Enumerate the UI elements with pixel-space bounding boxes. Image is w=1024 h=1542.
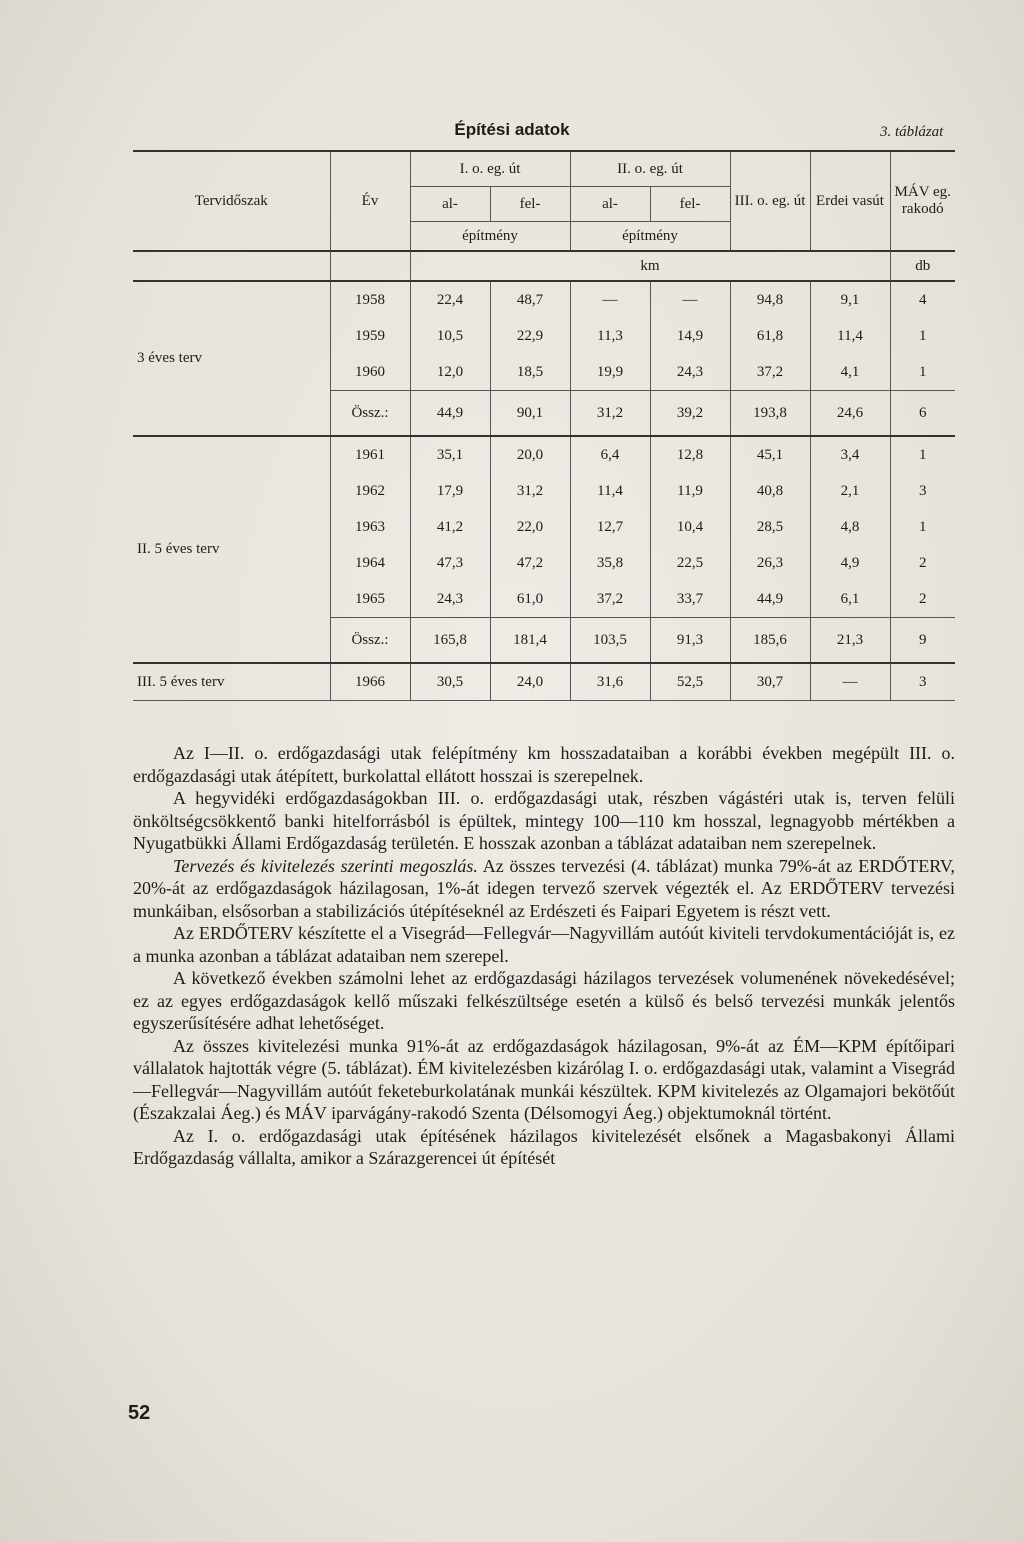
value-cell: 1 <box>890 354 955 391</box>
value-cell: 3 <box>890 663 955 701</box>
value-cell: 18,5 <box>490 354 570 391</box>
header-road3: III. o. eg. út <box>730 151 810 251</box>
value-cell: 52,5 <box>650 663 730 701</box>
value-cell: 61,8 <box>730 318 810 354</box>
value-cell: 2 <box>890 581 955 618</box>
paragraph-3-text: Az összes tervezési (4. táblázat) munka 79%-át az ERDŐTERV, 20%-át az erdőgazdaságok házilagosan, 1%-át idegen tervező szervek végezték el. Az ERDŐTERV tervezési munkáiban, elsősorban a stabilizációs útépítéseknél az Erdészeti és Faipari Egyetem is részt vett. <box>133 855 956 921</box>
value-cell: 48,7 <box>490 281 570 318</box>
table-row <box>133 663 955 701</box>
value-cell: 19,9 <box>570 354 650 391</box>
unit-empty-year <box>330 251 410 281</box>
value-cell: 37,2 <box>730 354 810 391</box>
sum-value-cell: 21,3 <box>810 618 890 664</box>
paragraph-3 <box>133 855 955 923</box>
header-period: Tervidőszak <box>133 151 330 251</box>
sum-value-cell: 185,6 <box>730 618 810 664</box>
sum-value-cell: 39,2 <box>650 391 730 437</box>
value-cell: 28,5 <box>730 509 810 545</box>
paragraph-3-italic: Tervezés és kivitelezés szerinti megoszlás. <box>173 855 478 876</box>
value-cell: 3 <box>890 473 955 509</box>
value-cell: 47,3 <box>410 545 490 581</box>
value-cell: 11,3 <box>570 318 650 354</box>
header-fel-1: fel- <box>490 187 570 222</box>
year-cell: 1965 <box>330 581 410 618</box>
value-cell: 4 <box>890 281 955 318</box>
value-cell: 45,1 <box>730 436 810 473</box>
table-title: Építési adatok <box>454 120 570 139</box>
value-cell: 22,4 <box>410 281 490 318</box>
value-cell: 47,2 <box>490 545 570 581</box>
header-mav: MÁV eg. rakodó <box>890 151 955 251</box>
header-al-1: al- <box>410 187 490 222</box>
header-epitmeny-2: építmény <box>570 222 730 252</box>
header-al-2: al- <box>570 187 650 222</box>
sum-value-cell: 9 <box>890 618 955 664</box>
value-cell: 3,4 <box>810 436 890 473</box>
value-cell: — <box>650 281 730 318</box>
sum-value-cell: 31,2 <box>570 391 650 437</box>
paragraph-6: Az összes kivitelezési munka 91%-át az erdőgazdaságok házilagosan, 9%-át az ÉM—KPM építőipari vállalatok hajtották végre (5. táblázat). ÉM kivitelezésben kizárólag I. o. erdőgazdasági utak, valamint a Visegrád—Fellegvár—Nagyvillám autóút feketeburkolatának munkái készültek. KPM kivitelezés az Olgamajori bekötőút (Északzalai Áeg.) és MÁV iparvágány-rakodó Szenta (Délsomogyi Áeg.) objektumoknál történt. <box>133 1035 955 1123</box>
year-cell: 1961 <box>330 436 410 473</box>
value-cell: 24,3 <box>410 581 490 618</box>
value-cell: 22,0 <box>490 509 570 545</box>
value-cell: — <box>810 663 890 701</box>
sum-value-cell: 181,4 <box>490 618 570 664</box>
value-cell: 22,9 <box>490 318 570 354</box>
value-cell: 11,9 <box>650 473 730 509</box>
year-cell: 1959 <box>330 318 410 354</box>
paragraph-7: Az I. o. erdőgazdasági utak építésének házilagos kivitelezését elsőnek a Magasbakonyi Állami Erdőgazdaság vállalta, amikor a Szárazgerencei út építését <box>133 1125 955 1168</box>
value-cell: 30,5 <box>410 663 490 701</box>
value-cell: 17,9 <box>410 473 490 509</box>
value-cell: 12,0 <box>410 354 490 391</box>
body-text <box>133 742 955 1170</box>
year-cell: 1958 <box>330 281 410 318</box>
year-cell: 1962 <box>330 473 410 509</box>
value-cell: 35,8 <box>570 545 650 581</box>
value-cell: 22,5 <box>650 545 730 581</box>
table-body <box>133 281 955 701</box>
value-cell: 31,2 <box>490 473 570 509</box>
value-cell: 26,3 <box>730 545 810 581</box>
header-fel-2: fel- <box>650 187 730 222</box>
value-cell: 12,7 <box>570 509 650 545</box>
value-cell: 6,1 <box>810 581 890 618</box>
value-cell: 11,4 <box>810 318 890 354</box>
sum-label-cell: Össz.: <box>330 391 410 437</box>
year-cell: 1966 <box>330 663 410 701</box>
paragraph-2: A hegyvidéki erdőgazdaságokban III. o. erdőgazdasági utak, részben vágástéri utak is, terven felüli önköltségcsökkentő banki hitelforrásból is épültek, mintegy 100—110 km hosszal, legnagyobb mértékben a Nyugatbükki Állami Erdőgazdaság területén. E hosszak azonban a táblázat adataiban nem szerepelnek. <box>133 788 955 853</box>
value-cell: 33,7 <box>650 581 730 618</box>
page-number: 52 <box>128 1402 151 1424</box>
value-cell: 24,0 <box>490 663 570 701</box>
paragraph-5: A következő években számolni lehet az erdőgazdasági házilagos tervezések volumenének növekedésével; ez az egyes erdőgazdaságok kellő műszaki felkészültsége esetén a külső és belső tervezési munkák jelentős egyszerűsítésére adhat lehetőséget. <box>133 968 955 1033</box>
header-year: Év <box>330 151 410 251</box>
header-road2: II. o. eg. út <box>570 151 730 187</box>
value-cell: 1 <box>890 436 955 473</box>
value-cell: 44,9 <box>730 581 810 618</box>
value-cell: 14,9 <box>650 318 730 354</box>
sum-value-cell: 90,1 <box>490 391 570 437</box>
sum-label-cell: Össz.: <box>330 618 410 664</box>
value-cell: 61,0 <box>490 581 570 618</box>
value-cell: 37,2 <box>570 581 650 618</box>
value-cell: — <box>570 281 650 318</box>
value-cell: 1 <box>890 509 955 545</box>
year-cell: 1964 <box>330 545 410 581</box>
header-road1: I. o. eg. út <box>410 151 570 187</box>
value-cell: 4,9 <box>810 545 890 581</box>
value-cell: 2,1 <box>810 473 890 509</box>
sum-value-cell: 24,6 <box>810 391 890 437</box>
header-epitmeny-1: építmény <box>410 222 570 252</box>
value-cell: 4,1 <box>810 354 890 391</box>
sum-value-cell: 193,8 <box>730 391 810 437</box>
unit-km: km <box>410 251 890 281</box>
value-cell: 9,1 <box>810 281 890 318</box>
year-cell: 1960 <box>330 354 410 391</box>
value-cell: 24,3 <box>650 354 730 391</box>
header-rail: Erdei vasút <box>810 151 890 251</box>
table-row <box>133 281 955 318</box>
value-cell: 30,7 <box>730 663 810 701</box>
period-cell: III. 5 éves terv <box>133 663 330 701</box>
value-cell: 35,1 <box>410 436 490 473</box>
period-cell: 3 éves terv <box>137 350 202 366</box>
unit-empty <box>133 251 330 281</box>
construction-data-table <box>133 150 955 701</box>
value-cell: 20,0 <box>490 436 570 473</box>
value-cell: 11,4 <box>570 473 650 509</box>
unit-db: db <box>890 251 955 281</box>
value-cell: 12,8 <box>650 436 730 473</box>
sum-value-cell: 165,8 <box>410 618 490 664</box>
sum-value-cell: 91,3 <box>650 618 730 664</box>
value-cell: 10,4 <box>650 509 730 545</box>
sum-value-cell: 6 <box>890 391 955 437</box>
value-cell: 2 <box>890 545 955 581</box>
value-cell: 6,4 <box>570 436 650 473</box>
value-cell: 41,2 <box>410 509 490 545</box>
value-cell: 4,8 <box>810 509 890 545</box>
year-cell: 1963 <box>330 509 410 545</box>
value-cell: 94,8 <box>730 281 810 318</box>
value-cell: 31,6 <box>570 663 650 701</box>
sum-value-cell: 44,9 <box>410 391 490 437</box>
value-cell: 10,5 <box>410 318 490 354</box>
table-row <box>133 436 955 473</box>
sum-value-cell: 103,5 <box>570 618 650 664</box>
value-cell: 1 <box>890 318 955 354</box>
paragraph-4: Az ERDŐTERV készítette el a Visegrád—Fellegvár—Nagyvillám autóút kiviteli tervdokumentációját is, ez a munka azonban a táblázat adataiban nem szerepel. <box>133 923 955 966</box>
paragraph-1: Az I—II. o. erdőgazdasági utak felépítmény km hosszadataiban a korábbi években megépült III. o. erdőgazdasági utak átépített, burkolattal ellátott hosszai is szerepelnek. <box>133 743 955 786</box>
table-label: 3. táblázat <box>880 124 944 140</box>
value-cell: 40,8 <box>730 473 810 509</box>
period-cell: II. 5 éves terv <box>133 436 330 663</box>
